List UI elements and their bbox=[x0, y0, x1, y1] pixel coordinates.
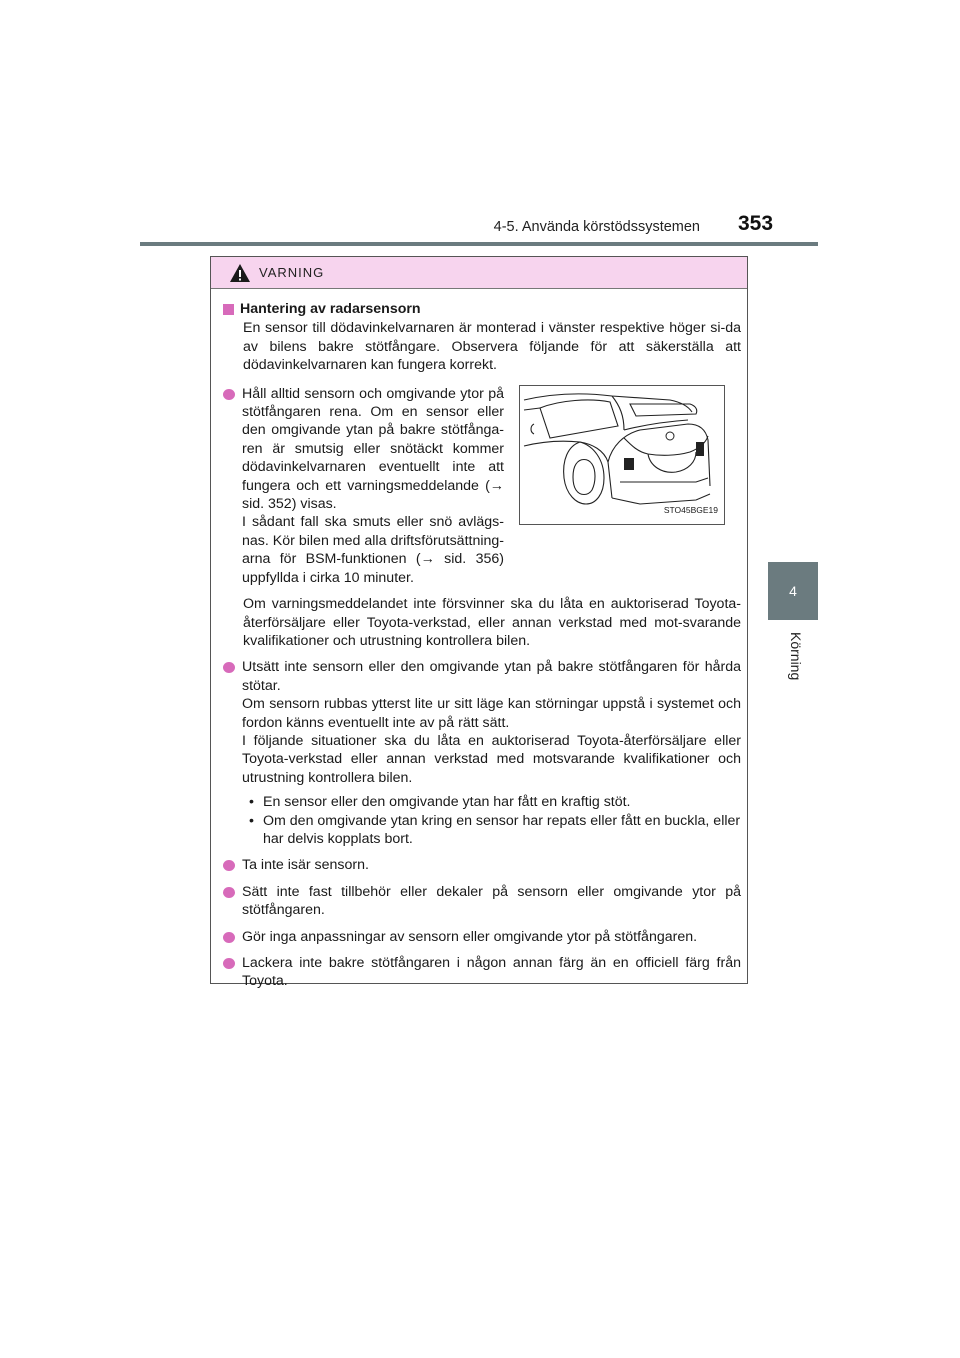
page-number: 353 bbox=[738, 212, 774, 235]
bullet-4 bbox=[223, 883, 741, 920]
intro-paragraph: En sensor till dödavinkelvarnaren är monterad i vänster respektive höger si-da av bilens bakre stötfångare. Observera följande för att säkerställa att dödavinkelvarnaren kan fungera korrekt. bbox=[243, 320, 741, 374]
bullet-2-text: Utsätt inte sensorn eller den omgivande ytan på bakre stötfångaren för hårda stötar. Om sensorn rubbas ytterst lite ur sitt läge kan störningar uppstå i systemet och fordon känns eventuellt inte av på rätt sätt. I följande situationer ska du låta en auktoriserad Toyota-återförsäljare eller Toyota-verkstad eller annan verkstad med motsvarande kvalifikationer och utrustning kontrollera bilen. bbox=[242, 659, 741, 786]
sub-bullet-item bbox=[249, 793, 741, 811]
bullet-5 bbox=[223, 928, 741, 946]
sub-bullet-list bbox=[249, 793, 741, 848]
warning-title: VARNING bbox=[259, 265, 325, 280]
bullet-3 bbox=[223, 856, 741, 874]
figure-code: STO45BGE19 bbox=[663, 505, 718, 516]
sub-bullet-text: Om den omgivande ytan kring en sensor har repats eller fått en buckla, eller har delvis kopplats bort. bbox=[263, 812, 741, 847]
warning-content bbox=[211, 288, 747, 991]
car-rear-illustration bbox=[519, 385, 725, 525]
bullet-6-text: Lackera inte bakre stötfångaren i någon annan färg än en officiell färg från Toyota. bbox=[242, 955, 741, 990]
subheading-text: Hantering av radarsensorn bbox=[240, 301, 421, 317]
bullet-dot-icon bbox=[223, 932, 235, 943]
bullet-6 bbox=[223, 954, 741, 991]
chapter-label: Körning bbox=[788, 632, 804, 681]
bullet-4-text: Sätt inte fast tillbehör eller dekaler på sensorn eller omgivande ytor på stötfångaren. bbox=[242, 883, 741, 919]
square-bullet-icon bbox=[223, 304, 234, 315]
sub-bullet-mark: • bbox=[249, 794, 254, 811]
bullet-dot-icon bbox=[223, 860, 235, 871]
warning-triangle-icon bbox=[229, 263, 251, 283]
warning-box bbox=[210, 256, 748, 990]
sub-bullet-text: En sensor eller den omgivande ytan har fått en kraftig stöt. bbox=[263, 794, 631, 811]
sub-bullet-mark: • bbox=[249, 812, 254, 829]
bullet-dot-icon bbox=[223, 389, 235, 400]
header-divider bbox=[140, 242, 818, 246]
bullet-dot-icon bbox=[223, 662, 235, 673]
bullet-5-text: Gör inga anpassningar av sensorn eller omgivande ytor på stötfångaren. bbox=[242, 928, 698, 945]
bullet-2 bbox=[223, 658, 741, 787]
warning-header bbox=[211, 257, 747, 289]
chapter-tab: 4 bbox=[768, 562, 818, 620]
bullet-with-figure bbox=[223, 385, 741, 587]
section-title: 4-5. Använda körstödssystemen bbox=[493, 219, 700, 235]
bullet-dot-icon bbox=[223, 958, 235, 969]
subheading bbox=[223, 300, 741, 318]
bullet-dot-icon bbox=[223, 887, 235, 898]
bullet-3-text: Ta inte isär sensorn. bbox=[242, 857, 369, 874]
bullet-1-text: Håll alltid sensorn och omgivande ytor på stötfångaren rena. Om en sensor eller den omgivande ytan på bakre stötfånga-ren är smutsig eller snötäckt kommer dödavinkelvarnaren eventuellt inte att fungera och ett varningsmeddelande (→ sid. 352) visas. I sådant fall ska smuts eller snö avlägs-nas. Kör bilen med alla driftsförutsättning-arna för BSM-funktionen (→ sid. 356) uppfyllda i cirka 10 minuter. bbox=[242, 385, 504, 586]
bullet-1-continued: Om varningsmeddelandet inte försvinner ska du låta en auktoriserad Toyota-återförsäljare eller Toyota-verkstad, eller annan verkstad med mot-svarande kvalifikationer och utrustning kontrollera bilen. bbox=[243, 596, 741, 649]
sub-bullet-item bbox=[249, 812, 741, 849]
